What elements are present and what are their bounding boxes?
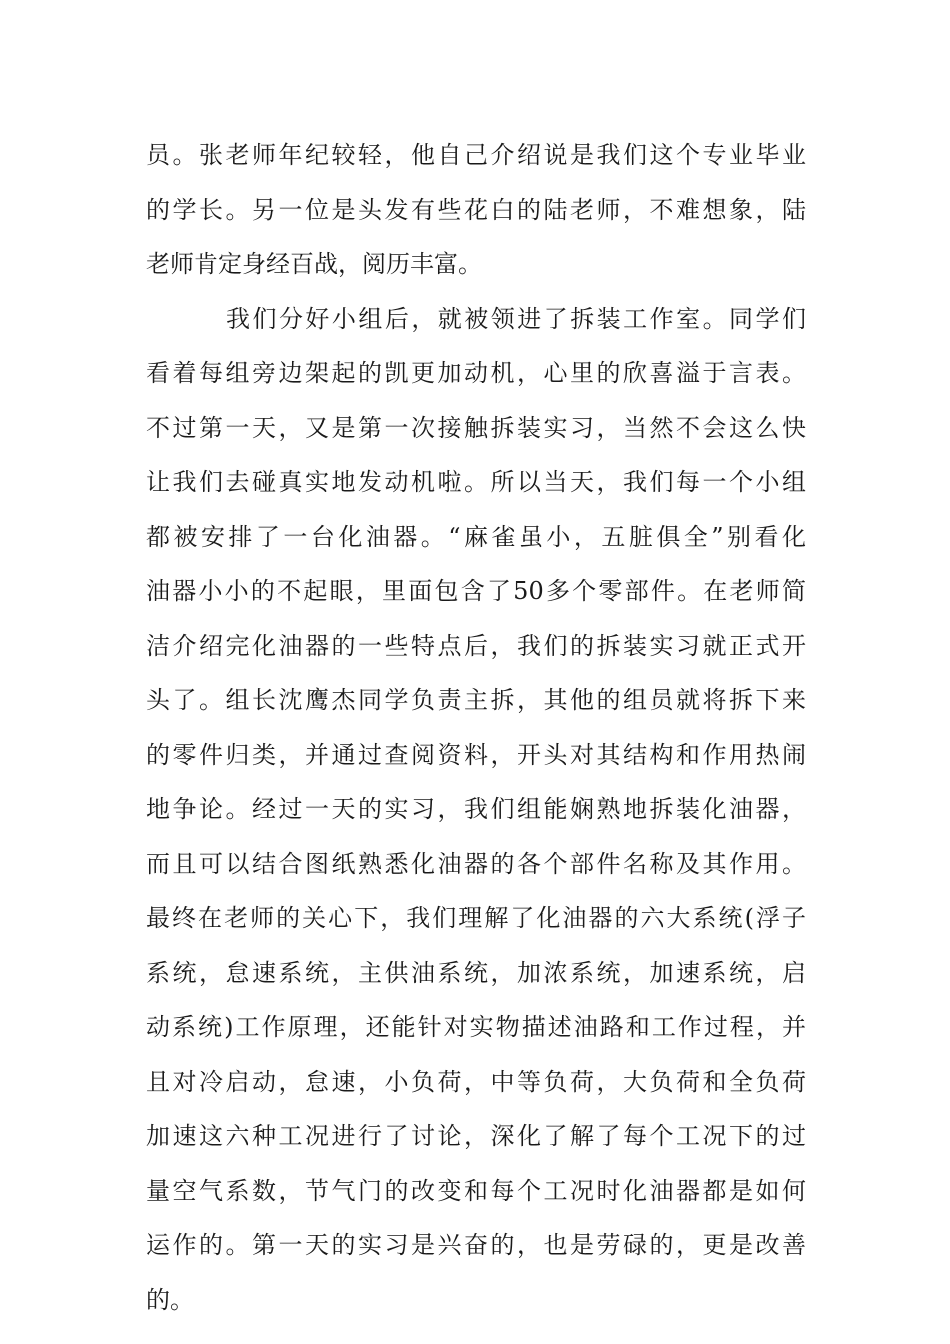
- text-line: 地争论。经过一天的实习，我们组能娴熟地拆装化油器，: [146, 795, 806, 823]
- body-text: [146, 128, 806, 1327]
- text-line: 量空气系数，节气门的改变和每个工况时化油器都是如何: [146, 1176, 806, 1205]
- text-line: 的。: [146, 1285, 194, 1314]
- text-line: 不过第一天，又是第一次接触拆装实习，当然不会这么快: [146, 413, 806, 442]
- paragraph-start-line: 我们分好小组后，就被领进了拆装工作室。同学们: [226, 304, 806, 333]
- text-line: 洁介绍完化油器的一些特点后，我们的拆装实习就正式开: [146, 631, 806, 660]
- text-line: 都被安排了一台化油器。“麻雀虽小，五脏俱全”别看化: [146, 522, 806, 551]
- text-line: 油器小小的不起眼，里面包含了50多个零部件。在老师简: [146, 577, 806, 605]
- text-line: 而且可以结合图纸熟悉化油器的各个部件名称及其作用。: [146, 849, 806, 878]
- text-line: 的学长。另一位是头发有些花白的陆老师，不难想象，陆: [146, 195, 806, 224]
- text-line: 且对冷启动，怠速，小负荷，中等负荷，大负荷和全负荷: [146, 1067, 806, 1096]
- text-line: 老师肯定身经百战，阅历丰富。: [146, 250, 482, 278]
- text-line: 员。张老师年纪较轻，他自己介绍说是我们这个专业毕业: [146, 141, 806, 169]
- text-line: 加速这六种工况进行了讨论，深化了解了每个工况下的过: [146, 1122, 806, 1150]
- text-line: 的零件归类，并通过查阅资料，开头对其结构和作用热闹: [146, 740, 806, 769]
- text-line: 看着每组旁边架起的凯更加动机，心里的欣喜溢于言表。: [146, 359, 806, 387]
- text-line: 让我们去碰真实地发动机啦。所以当天，我们每一个小组: [146, 468, 806, 496]
- text-line: 头了。组长沈鹰杰同学负责主拆，其他的组员就将拆下来: [146, 686, 806, 714]
- text-line: 最终在老师的关心下，我们理解了化油器的六大系统(浮子: [146, 904, 806, 932]
- text-line: 动系统)工作原理，还能针对实物描述油路和工作过程，并: [146, 1013, 806, 1041]
- text-line: 系统，怠速系统，主供油系统，加浓系统，加速系统，启: [146, 958, 806, 987]
- text-line: 运作的。第一天的实习是兴奋的，也是劳碌的，更是改善: [146, 1231, 806, 1259]
